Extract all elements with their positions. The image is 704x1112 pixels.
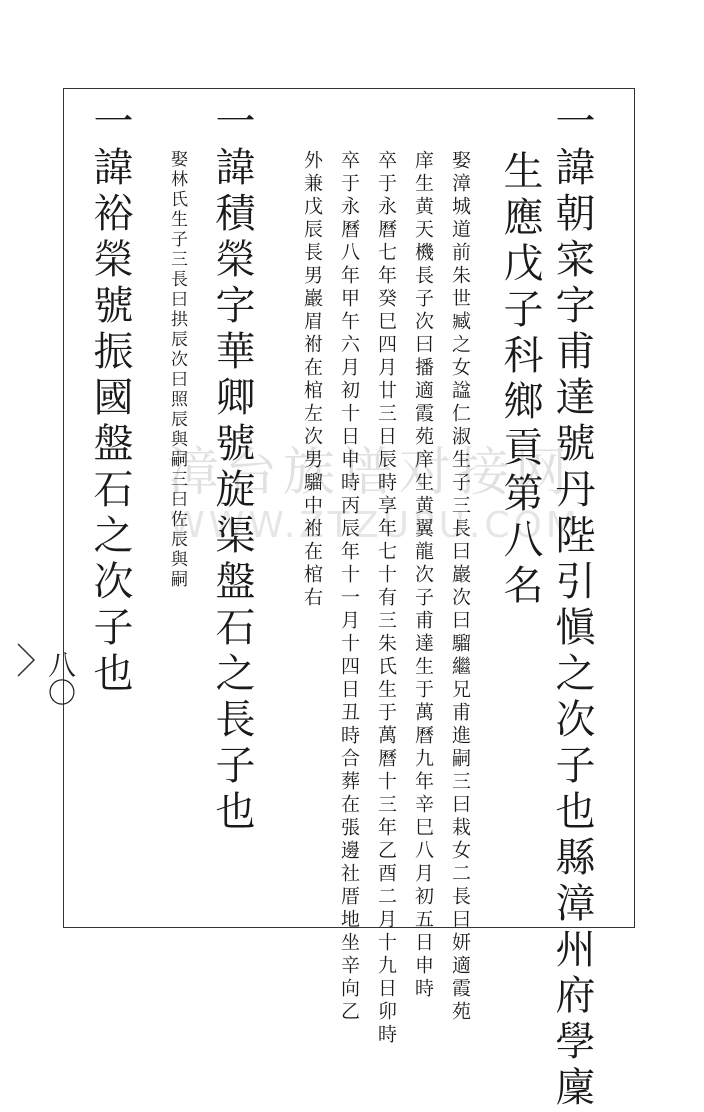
entry-yurong: 一諱裕榮號振國盤石之次子也 <box>87 100 133 698</box>
entry-chaocai-note1: 娶漳城道前朱世臧之女諡仁淑生子三長曰巖次曰騮繼兄甫進嗣三曰栽女二長曰妍適霞苑 <box>449 150 471 1024</box>
entry-jirong: 一諱積榮字華卿號旋渠盤石之長子也 <box>209 100 255 836</box>
page-number: 八〇 <box>44 650 77 706</box>
entry-chaocai-note5: 外兼戊辰長男巖眉祔在棺左次男騮中祔在棺右 <box>301 150 323 610</box>
entry-chaocai-note3: 卒于永曆七年癸巳四月廿三日辰時享年七十有三朱氏生于萬曆十三年乙酉二月十九日卯時 <box>375 150 397 1047</box>
watermark-url: WWW.ZTZUPU.COM <box>169 505 581 546</box>
entry-chaocai-note4: 卒于永曆八年甲午六月初十日申時丙辰年十一月十四日丑時合葬在張邊社厝地坐辛向乙 <box>338 150 360 1024</box>
entry-chaocai-line1: 一諱朝寀字甫達號丹陛引愼之次子也縣漳州府學廩 <box>549 100 595 1112</box>
fold-mark-icon <box>14 640 38 680</box>
watermark-text: 漳台族谱对接网 <box>166 443 573 503</box>
entry-chaocai-note2: 庠生黄天機長子次曰播適霞苑庠生黄翼龍次子甫達生于萬曆九年辛巳八月初五日申時 <box>412 150 434 1001</box>
entry-jirong-note: 娶林氏生子三長曰拱辰次曰照辰與嗣三曰佐辰與嗣 <box>167 150 187 590</box>
entry-chaocai-line2: 生應戊子科鄉貢第八名 <box>497 150 543 610</box>
